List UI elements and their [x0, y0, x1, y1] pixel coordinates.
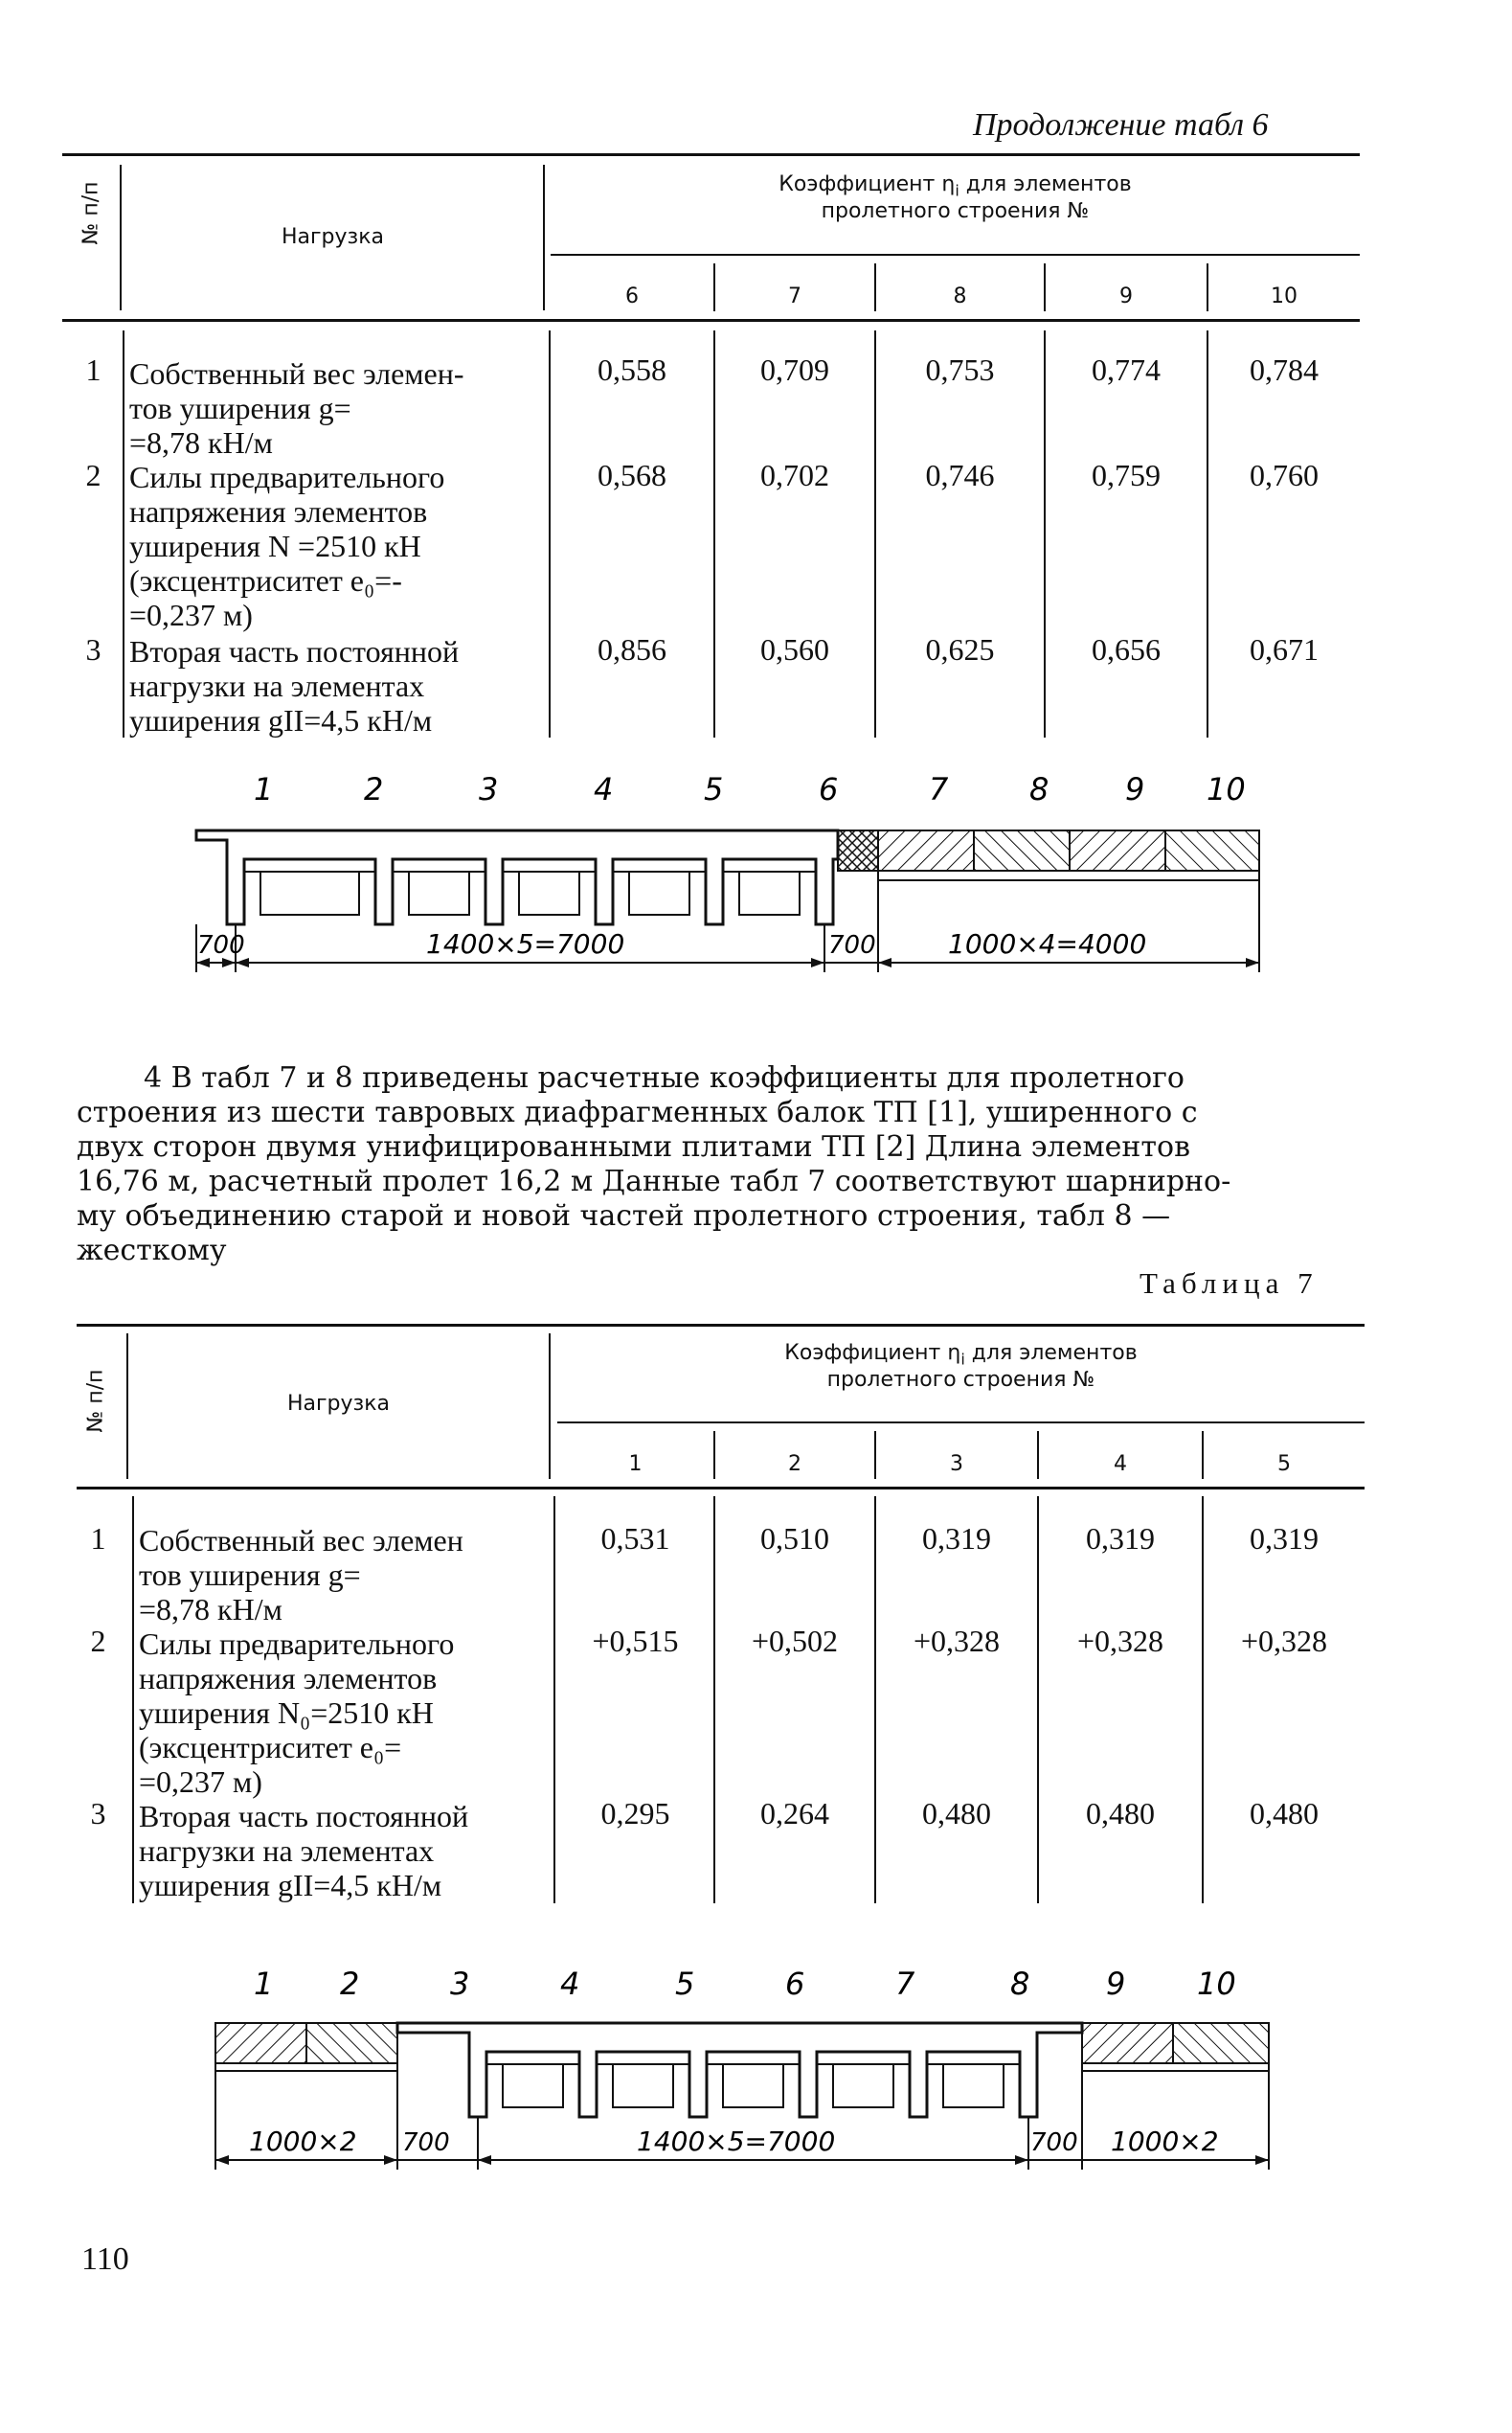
- table7-el-1: 1: [628, 1452, 643, 1476]
- table7-row1-val-5: 0,319: [1250, 1521, 1319, 1556]
- table7-row2-val-3: +0,328: [913, 1624, 1001, 1658]
- table6-row3-val-6: 0,856: [598, 632, 666, 667]
- table7-el-5: 5: [1277, 1452, 1291, 1476]
- scheme2-label-9: 9: [1106, 1966, 1126, 2002]
- scheme1-label-9: 9: [1125, 771, 1145, 807]
- scheme1-dim-mid2: 700: [828, 931, 876, 960]
- table6-row2-val-10: 0,760: [1250, 458, 1319, 492]
- table7-row1-val-3: 0,319: [922, 1521, 991, 1556]
- table7-el-3: 3: [950, 1452, 963, 1476]
- table6-header-rule: [62, 319, 1360, 322]
- table6-col-load: Нагрузка: [281, 225, 385, 249]
- scheme2-label-3: 3: [450, 1966, 470, 2002]
- table6-col-num: № п/п: [79, 181, 103, 245]
- table7-el-4: 4: [1114, 1452, 1127, 1476]
- cross-section-scheme-2: [192, 1964, 1293, 2213]
- table7-col-load: Нагрузка: [286, 1392, 391, 1416]
- table6-row1-val-10: 0,784: [1250, 352, 1319, 387]
- table7-row2-val-4: +0,328: [1076, 1624, 1164, 1658]
- scheme1-label-6: 6: [819, 771, 839, 807]
- table7-row1-load: Собственный вес элемен тов уширения g= =8,78 кН/м: [139, 1523, 463, 1626]
- table7-col-num: № п/п: [83, 1369, 108, 1433]
- scheme2-dim-right: 1000×2: [1111, 2126, 1219, 2157]
- table7-row3-num: 3: [90, 1796, 106, 1830]
- scheme1-label-2: 2: [364, 771, 384, 807]
- scheme1-dim-left: 700: [197, 931, 245, 960]
- table6-row3-num: 3: [85, 632, 102, 667]
- cross-section-scheme-1: [172, 766, 1293, 1015]
- scheme2-dim-left2: 700: [402, 2128, 450, 2157]
- table7-row1-val-4: 0,319: [1086, 1521, 1155, 1556]
- table6-row2-num: 2: [85, 458, 102, 492]
- table6-row2-val-7: 0,702: [760, 458, 829, 492]
- table7-row2-num: 2: [90, 1624, 106, 1658]
- paragraph: 4 В табл 7 и 8 приведены расчетные коэффициенты для пролетного строения из шести тавровых диафрагменных балок ТП [1], уширенного с двух сторон двумя унифицированными плитами ТП [2] Длина элементов 16,76 м, расчетный пролет 16,2 м Данные табл 7 соответствуют шарнирно- му объединению старой и новой частей пролетного строения, табл 8 — жесткому: [77, 1061, 1231, 1267]
- scheme2-label-8: 8: [1010, 1966, 1030, 2002]
- table7-row3-val-4: 0,480: [1086, 1796, 1155, 1830]
- table6-row1-num: 1: [85, 352, 102, 387]
- table7-top-rule: [77, 1324, 1365, 1327]
- table7-header-rule: [77, 1487, 1365, 1489]
- scheme1-label-5: 5: [704, 771, 724, 807]
- table6-row3-load: Вторая часть постоянной нагрузки на элементах уширения gII=4,5 кН/м: [129, 634, 460, 738]
- scheme2-label-7: 7: [895, 1966, 915, 2002]
- scheme1-label-10: 10: [1207, 771, 1246, 807]
- scheme2-label-10: 10: [1197, 1966, 1236, 2002]
- table6-row2-val-6: 0,568: [598, 458, 666, 492]
- page-number: 110: [81, 2241, 129, 2277]
- continuation-caption: Продолжение табл 6: [973, 107, 1269, 143]
- table7-row2-load: Силы предварительного напряжения элементов уширения N₀=2510 кН (эксцентриситет e₀= =0,237 м): [139, 1626, 455, 1799]
- table7-row3-val-5: 0,480: [1250, 1796, 1319, 1830]
- table6-top-rule: [62, 153, 1360, 156]
- table6-row3-val-8: 0,625: [925, 632, 995, 667]
- table7-row1-val-1: 0,531: [600, 1521, 670, 1556]
- table6-row2-val-8: 0,746: [925, 458, 995, 492]
- scheme1-label-8: 8: [1029, 771, 1049, 807]
- table7-row3-val-3: 0,480: [922, 1796, 991, 1830]
- table6-row1-val-9: 0,774: [1092, 352, 1161, 387]
- scheme2-label-6: 6: [785, 1966, 805, 2002]
- table6-row2-val-9: 0,759: [1092, 458, 1161, 492]
- table6-row1-val-6: 0,558: [598, 352, 666, 387]
- scheme1-dim-mid: 1400×5=7000: [426, 928, 625, 960]
- scheme1-label-3: 3: [479, 771, 499, 807]
- table7-col-coef: Коэффициент $\eta_i$ для элементов пролетного строения №: [784, 1341, 1138, 1393]
- table6-el-9: 9: [1119, 284, 1133, 308]
- table7-row1-val-2: 0,510: [760, 1521, 829, 1556]
- scheme1-label-1: 1: [254, 771, 274, 807]
- scheme2-dim-left: 1000×2: [249, 2126, 357, 2157]
- table6-el-7: 7: [788, 284, 801, 308]
- scheme2-label-1: 1: [254, 1966, 274, 2002]
- scheme2-label-5: 5: [675, 1966, 695, 2002]
- table6-row3-val-9: 0,656: [1092, 632, 1161, 667]
- scheme2-label-2: 2: [340, 1966, 360, 2002]
- table6-row1-load: Собственный вес элемен- тов уширения g= =8,78 кН/м: [129, 356, 464, 460]
- table6-row1-val-7: 0,709: [760, 352, 829, 387]
- scheme1-dim-right: 1000×4=4000: [948, 928, 1147, 960]
- table6-row2-load: Силы предварительного напряжения элементов уширения N =2510 кН (эксцентриситет e₀=- =0,237 м): [129, 460, 445, 632]
- scheme1-label-4: 4: [594, 771, 614, 807]
- table6-el-10: 10: [1271, 284, 1298, 308]
- table7-row2-val-2: +0,502: [751, 1624, 839, 1658]
- table7-row1-num: 1: [90, 1521, 106, 1556]
- table6-row3-val-10: 0,671: [1250, 632, 1319, 667]
- table7-el-2: 2: [788, 1452, 801, 1476]
- table7-row3-val-1: 0,295: [600, 1796, 670, 1830]
- table6-row1-val-8: 0,753: [925, 352, 995, 387]
- table6-col-coef: Коэффициент $\eta_i$ для элементов пролетного строения №: [779, 172, 1132, 224]
- table7-row2-val-1: +0,515: [592, 1624, 679, 1658]
- table6-row3-val-7: 0,560: [760, 632, 829, 667]
- table7-row3-val-2: 0,264: [760, 1796, 829, 1830]
- table7-row3-load: Вторая часть постоянной нагрузки на элементах уширения gII=4,5 кН/м: [139, 1799, 469, 1902]
- table7-row2-val-5: +0,328: [1240, 1624, 1328, 1658]
- table6-el-6: 6: [625, 284, 639, 308]
- scheme2-label-4: 4: [560, 1966, 580, 2002]
- scheme2-dim-mid: 1400×5=7000: [637, 2126, 836, 2157]
- table7-caption: Таблица 7: [1140, 1266, 1319, 1300]
- table6-el-8: 8: [953, 284, 967, 308]
- scheme2-dim-mid2: 700: [1030, 2128, 1078, 2157]
- scheme1-label-7: 7: [929, 771, 949, 807]
